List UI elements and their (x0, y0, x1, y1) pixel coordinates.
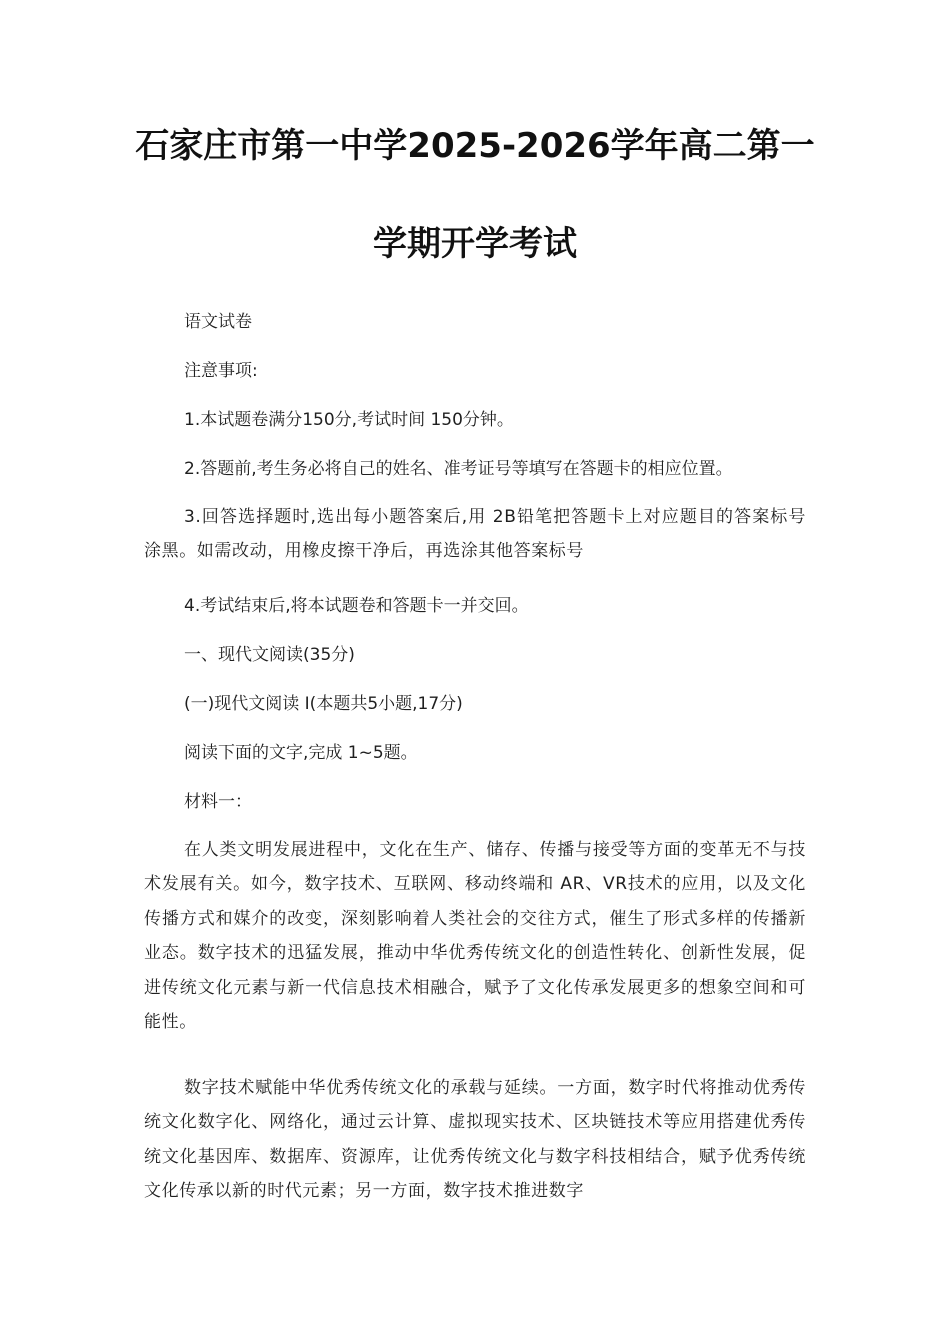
subsection-heading-1: (一)现代文阅读 I(本题共5小题,17分) (184, 694, 463, 714)
document-title-line-2: 学期开学考试 (373, 224, 577, 264)
material-label: 材料一： (184, 792, 252, 812)
notice-item-3: 3.回答选择题时,选出每小题答案后,用 2B铅笔把答题卡上对应题目的答案标号涂黑。如需改动，用橡皮擦干净后，再选涂其他答案标号 (144, 507, 806, 562)
notice-heading: 注意事项: (184, 361, 258, 381)
subject-label: 语文试卷 (184, 312, 252, 332)
document-title-line-1: 石家庄市第一中学2025-2026学年高二第一 (135, 126, 815, 166)
material-paragraph-1: 在人类文明发展进程中，文化在生产、储存、传播与接受等方面的变革无不与技术发展有关。如今，数字技术、互联网、移动终端和 AR、VR技术的应用，以及文化传播方式和媒介的改变，深刻影响着人类社会的交往方式，催生了形式多样的传播新业态。数字技术的迅猛发展，推动中华优秀传统文化的创造性转化、创新性发展，促进传统文化元素与新一代信息技术相融合，赋予了文化传承发展更多的想象空间和可能性。 (144, 840, 806, 1033)
notice-item-1: 1.本试题卷满分150分,考试时间 150分钟。 (184, 410, 514, 430)
material-paragraph-2: 数字技术赋能中华优秀传统文化的承载与延续。一方面，数字时代将推动优秀传统文化数字化、网络化，通过云计算、虚拟现实技术、区块链技术等应用搭建优秀传统文化基因库、数据库、资源库，让优秀传统文化与数字科技相结合，赋予优秀传统文化传承以新的时代元素；另一方面，数字技术推进数字 (144, 1078, 806, 1202)
notice-item-2: 2.答题前,考生务必将自己的姓名、准考证号等填写在答题卡的相应位置。 (184, 459, 733, 479)
reading-instruction: 阅读下面的文字,完成 1~5题。 (184, 743, 418, 763)
section-heading-1: 一、现代文阅读(35分) (184, 645, 355, 665)
notice-item-4: 4.考试结束后,将本试题卷和答题卡一并交回。 (184, 596, 529, 616)
